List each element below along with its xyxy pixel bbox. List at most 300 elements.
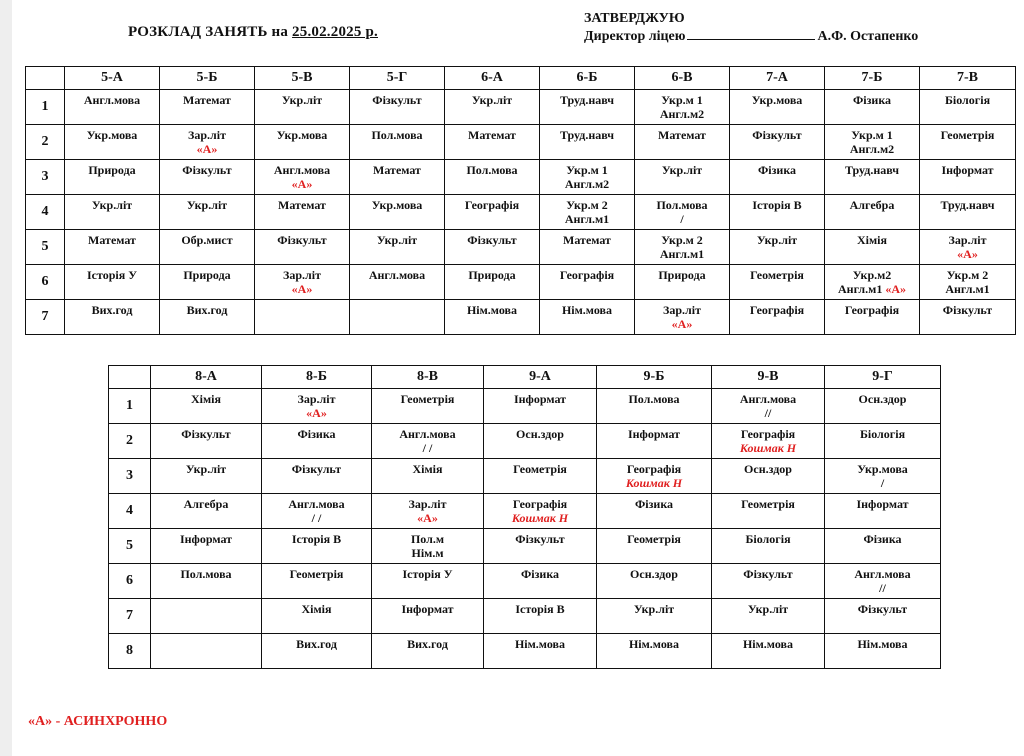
subject-note [920, 282, 1015, 296]
lesson-number: 6 [109, 564, 151, 599]
note-text: // [879, 581, 886, 595]
subject-text: Математ [563, 233, 611, 247]
lesson-cell [350, 265, 445, 300]
subject-text: Фізкульт [372, 93, 422, 107]
lesson-cell [65, 230, 160, 265]
lesson-cell [712, 389, 825, 424]
subject-text: Природа [658, 268, 706, 282]
lesson-cell [597, 634, 712, 669]
lesson-cell [350, 160, 445, 195]
subject-text: Алгебра [183, 497, 229, 511]
subject-text: Географія [559, 268, 615, 282]
lesson-cell [825, 265, 920, 300]
subject-note [825, 282, 919, 296]
note-text: Нім.м [411, 546, 444, 560]
subject-note [635, 247, 729, 261]
lesson-cell [920, 265, 1016, 300]
lesson-cell [445, 160, 540, 195]
lesson-cell [262, 634, 372, 669]
lesson-number: 1 [26, 90, 65, 125]
subject-text: Обр.мист [181, 233, 233, 247]
subject-text: Геометрія [400, 392, 455, 406]
lesson-cell [372, 564, 484, 599]
subject-text: Нім.мова [628, 637, 680, 651]
lesson-cell [540, 195, 635, 230]
async-marker: «А» [885, 282, 906, 296]
note-text: Англ.м1 [564, 212, 610, 226]
lesson-cell [262, 389, 372, 424]
subject-text: Укр.літ [471, 93, 513, 107]
table-row [26, 90, 1016, 125]
subject-text: Осн.здор [858, 392, 907, 406]
lesson-cell [65, 300, 160, 335]
lesson-cell [597, 564, 712, 599]
lesson-cell [160, 160, 255, 195]
approval-block [584, 10, 918, 45]
subject-text: Фізкульт [515, 532, 565, 546]
subject-text: Труд.навч [559, 93, 615, 107]
lesson-cell [372, 494, 484, 529]
lesson-cell [635, 230, 730, 265]
lesson-number: 6 [26, 265, 65, 300]
subject-text: Біологія [745, 532, 791, 546]
subject-text: Англ.мова [288, 497, 345, 511]
subject-note [255, 177, 349, 191]
subject-text: Географія [464, 198, 520, 212]
lesson-number: 2 [109, 424, 151, 459]
note-text: Кошмак Н [511, 511, 569, 525]
note-text: Кошмак Н [625, 476, 683, 490]
approve-name: А.Ф. Остапенко [817, 29, 919, 44]
lesson-cell [597, 529, 712, 564]
subject-text: Інформат [179, 532, 233, 546]
note-text: Кошмак Н [739, 441, 797, 455]
subject-text: Математ [88, 233, 136, 247]
subject-text: Історія В [752, 198, 802, 212]
subject-text: Укр.мова [751, 93, 803, 107]
lesson-cell [160, 265, 255, 300]
class-header: 9-В [712, 366, 825, 389]
subject-text: Алгебра [849, 198, 895, 212]
subject-text: Фізкульт [277, 233, 327, 247]
subject-text: Вих.год [296, 637, 337, 651]
class-header: 7-А [730, 67, 825, 90]
lesson-cell [445, 195, 540, 230]
subject-text: Інформат [627, 427, 681, 441]
class-header: 9-А [484, 366, 597, 389]
subject-text: Хімія [412, 462, 443, 476]
lesson-cell [730, 90, 825, 125]
lesson-cell [160, 195, 255, 230]
lesson-cell [151, 459, 262, 494]
note-text: Англ.м2 [659, 107, 705, 121]
subject-text: Укр.літ [756, 233, 798, 247]
subject-text: Зар.літ [948, 233, 987, 247]
subject-text: Історія В [291, 532, 342, 546]
lesson-cell [151, 564, 262, 599]
lesson-cell [825, 599, 941, 634]
subject-note [540, 212, 634, 226]
lesson-cell [372, 529, 484, 564]
lesson-cell [597, 494, 712, 529]
lesson-cell [597, 389, 712, 424]
lesson-cell [730, 230, 825, 265]
lesson-cell [372, 389, 484, 424]
note-text: // [764, 406, 772, 420]
lesson-cell [597, 459, 712, 494]
subject-text: Укр.літ [185, 462, 227, 476]
lesson-cell [920, 230, 1016, 265]
class-header: 7-В [920, 67, 1016, 90]
lesson-cell [920, 300, 1016, 335]
subject-text: Хімія [301, 602, 332, 616]
subject-text: Укр.літ [376, 233, 418, 247]
subject-text: Укр.м 1 [661, 93, 703, 107]
subject-text: Фізкульт [467, 233, 517, 247]
lesson-number: 8 [109, 634, 151, 669]
subject-text: Фізика [634, 497, 674, 511]
lesson-cell [160, 230, 255, 265]
subject-text: Вих.год [186, 303, 228, 317]
subject-text: Хімія [857, 233, 887, 247]
lesson-cell [255, 265, 350, 300]
subject-text: Географія [740, 427, 796, 441]
class-header: 6-Б [540, 67, 635, 90]
subject-text: Історія У [402, 567, 453, 581]
class-header: 5-А [65, 67, 160, 90]
schedule-table-grades-8-9 [108, 365, 941, 669]
note-text: «А» [957, 247, 978, 261]
lesson-cell [540, 125, 635, 160]
lesson-cell [262, 599, 372, 634]
lesson-cell [255, 230, 350, 265]
subject-text: Вих.год [91, 303, 133, 317]
subject-text: Фізика [757, 163, 797, 177]
lesson-cell [825, 160, 920, 195]
lesson-cell [825, 494, 941, 529]
subject-text: Труд.навч [844, 163, 900, 177]
lesson-cell [151, 634, 262, 669]
table-row [109, 529, 941, 564]
subject-text: Геометрія [627, 532, 681, 546]
class-header: 7-Б [825, 67, 920, 90]
lesson-cell [825, 634, 941, 669]
note-text: / [680, 212, 684, 226]
subject-text: Фізкульт [752, 128, 802, 142]
subject-text: Біологія [944, 93, 991, 107]
lesson-cell [920, 160, 1016, 195]
subject-text: Зар.літ [297, 392, 336, 406]
lesson-cell [151, 494, 262, 529]
lesson-cell [635, 265, 730, 300]
lesson-number: 5 [26, 230, 65, 265]
note-text: «А» [291, 177, 313, 191]
lesson-cell [635, 300, 730, 335]
lesson-cell [484, 389, 597, 424]
lesson-cell [151, 389, 262, 424]
lesson-cell [540, 300, 635, 335]
subject-text: Зар.літ [663, 303, 701, 317]
table-row [109, 494, 941, 529]
table-row [109, 564, 941, 599]
subject-note [255, 282, 349, 296]
subject-text: Укр.літ [186, 198, 228, 212]
lesson-cell [484, 459, 597, 494]
subject-text: Пол.мова [466, 163, 518, 177]
note-text: / / [422, 441, 433, 455]
lesson-cell [65, 160, 160, 195]
lesson-cell [262, 494, 372, 529]
lesson-cell [255, 125, 350, 160]
schedule-title [128, 24, 378, 41]
lesson-cell [825, 389, 941, 424]
lesson-cell [350, 195, 445, 230]
subject-text: Інформат [941, 163, 994, 177]
subject-text: Укр.м 2 [566, 198, 608, 212]
subject-text: Пол.м [410, 532, 445, 546]
subject-text: Осн.здор [744, 462, 792, 476]
subject-text: Біологія [859, 427, 906, 441]
subject-text: Нім.мова [857, 637, 908, 651]
subject-text: Фізкульт [857, 602, 908, 616]
lesson-cell [540, 160, 635, 195]
subject-text: Пол.мова [656, 198, 708, 212]
lesson-cell [65, 265, 160, 300]
subject-text: Укр.літ [747, 602, 789, 616]
lesson-cell [712, 529, 825, 564]
subject-text: Укр.літ [633, 602, 675, 616]
note-text: «А» [417, 511, 438, 525]
subject-text: Географія [749, 303, 805, 317]
subject-text: Фізкульт [743, 567, 793, 581]
lesson-cell [262, 459, 372, 494]
class-header: 9-Г [825, 366, 941, 389]
subject-note [712, 441, 824, 455]
subject-text: Математ [278, 198, 326, 212]
lesson-cell [825, 300, 920, 335]
lesson-cell [372, 634, 484, 669]
lesson-cell [255, 90, 350, 125]
subject-text: Геометрія [513, 462, 567, 476]
subject-text: Географія [626, 462, 682, 476]
class-header: 8-А [151, 366, 262, 389]
lesson-number: 7 [109, 599, 151, 634]
subject-text: Математ [468, 128, 516, 142]
subject-text: Нім.мова [742, 637, 794, 651]
subject-text: Інформат [856, 497, 909, 511]
subject-text: Пол.мова [371, 128, 423, 142]
lesson-cell [825, 230, 920, 265]
lesson-cell [65, 125, 160, 160]
subject-note [372, 441, 483, 455]
subject-text: Англ.мова [739, 392, 797, 406]
subject-text: Вих.год [407, 637, 448, 651]
lesson-cell [255, 300, 350, 335]
subject-text: Укр.літ [661, 163, 703, 177]
subject-text: Фізика [863, 532, 902, 546]
note-text: Англ.м1 [659, 247, 705, 261]
lesson-cell [445, 90, 540, 125]
subject-text: Фізкульт [291, 462, 342, 476]
subject-text: Осн.здор [630, 567, 678, 581]
class-header: 8-В [372, 366, 484, 389]
lesson-cell [635, 90, 730, 125]
lesson-cell [151, 599, 262, 634]
class-header: 5-В [255, 67, 350, 90]
signature-line [687, 27, 815, 40]
subject-text: Природа [88, 163, 136, 177]
subject-note [825, 142, 919, 156]
subject-text: Зар.літ [188, 128, 226, 142]
subject-text [151, 599, 261, 602]
table-row [109, 424, 941, 459]
lesson-cell [484, 424, 597, 459]
subject-text: Англ.мова [368, 268, 426, 282]
lesson-number: 2 [26, 125, 65, 160]
subject-text: Математ [658, 128, 706, 142]
class-header: 5-Б [160, 67, 255, 90]
lesson-cell [151, 529, 262, 564]
table-header-row [109, 366, 941, 389]
lesson-cell [160, 90, 255, 125]
subject-text: Укр.м 1 [566, 163, 608, 177]
subject-text: Англ.мова [399, 427, 456, 441]
note-text: «А» [291, 282, 313, 296]
lesson-cell [825, 424, 941, 459]
subject-text: Укр.мова [857, 462, 908, 476]
lesson-number: 4 [109, 494, 151, 529]
subject-note [597, 476, 711, 490]
lesson-cell [445, 300, 540, 335]
subject-text: Історія У [86, 268, 138, 282]
lesson-cell [712, 634, 825, 669]
subject-text: Нім.мова [561, 303, 613, 317]
subject-note [825, 476, 940, 490]
note-text: / / [311, 511, 322, 525]
lesson-cell [730, 195, 825, 230]
subject-text: Зар.літ [283, 268, 321, 282]
subject-text: Укр.м 2 [946, 268, 989, 282]
subject-text: Географія [844, 303, 900, 317]
lesson-cell [635, 125, 730, 160]
class-header: 6-В [635, 67, 730, 90]
subject-text [255, 300, 349, 303]
lesson-cell [635, 160, 730, 195]
table-row [26, 160, 1016, 195]
lesson-cell [350, 300, 445, 335]
lesson-cell [372, 599, 484, 634]
subject-note [825, 581, 940, 595]
lesson-number: 3 [109, 459, 151, 494]
lesson-cell [540, 265, 635, 300]
corner-cell [109, 366, 151, 389]
subject-text [350, 300, 444, 303]
lesson-cell [712, 424, 825, 459]
table-row [26, 195, 1016, 230]
class-header: 6-А [445, 67, 540, 90]
note-text: / [880, 476, 885, 490]
lesson-cell [540, 230, 635, 265]
subject-text: Осн.здор [516, 427, 564, 441]
subject-text: Природа [183, 268, 231, 282]
note-text: «А» [671, 317, 693, 331]
lesson-cell [151, 424, 262, 459]
lesson-cell [372, 459, 484, 494]
note-text: Англ.м2 [564, 177, 610, 191]
subject-text: Інформат [513, 392, 567, 406]
lesson-cell [65, 195, 160, 230]
subject-text: Природа [468, 268, 516, 282]
subject-note [372, 546, 483, 560]
subject-note [484, 511, 596, 525]
subject-text: Нім.мова [514, 637, 566, 651]
table-row [26, 125, 1016, 160]
lesson-cell [825, 529, 941, 564]
lesson-cell [540, 90, 635, 125]
subject-note [540, 177, 634, 191]
lesson-cell [712, 564, 825, 599]
note-text: «А» [306, 406, 327, 420]
approve-line [584, 27, 918, 45]
lesson-number: 3 [26, 160, 65, 195]
lesson-number: 4 [26, 195, 65, 230]
subject-text: Історія В [515, 602, 565, 616]
subject-text: Фізика [852, 93, 892, 107]
subject-text: Укр.мова [86, 128, 138, 142]
note-text: «А» [196, 142, 218, 156]
lesson-cell [730, 265, 825, 300]
subject-text: Укр.мова [276, 128, 328, 142]
subject-text: Хімія [191, 392, 221, 406]
subject-text: Геометрія [750, 268, 804, 282]
subject-text: Геометрія [741, 497, 795, 511]
corner-cell [26, 67, 65, 90]
legend-note: «А» - АСИНХРОННО [28, 714, 168, 729]
class-header: 8-Б [262, 366, 372, 389]
left-margin-strip [0, 0, 12, 756]
subject-note [635, 317, 729, 331]
table-row [109, 599, 941, 634]
subject-note [160, 142, 254, 156]
lesson-cell [635, 195, 730, 230]
schedule-table-grades-5-7 [25, 66, 1016, 335]
lesson-cell [160, 125, 255, 160]
lesson-cell [730, 160, 825, 195]
subject-note [372, 511, 483, 525]
lesson-cell [484, 599, 597, 634]
approve-word: ЗАТВЕРДЖУЮ [584, 11, 685, 26]
table-row [109, 459, 941, 494]
lesson-cell [350, 125, 445, 160]
lesson-cell [712, 459, 825, 494]
approve-role: Директор ліцею [584, 29, 686, 44]
lesson-cell [712, 599, 825, 634]
lesson-cell [445, 230, 540, 265]
subject-text: Геометрія [289, 567, 344, 581]
lesson-number: 5 [109, 529, 151, 564]
lesson-cell [825, 564, 941, 599]
lesson-number: 7 [26, 300, 65, 335]
table-row [109, 634, 941, 669]
lesson-cell [255, 160, 350, 195]
lesson-cell [825, 195, 920, 230]
subject-text: Англ.мова [854, 567, 911, 581]
table-row [26, 230, 1016, 265]
lesson-cell [825, 459, 941, 494]
note-text: Англ.м2 [849, 142, 895, 156]
subject-text [151, 634, 261, 637]
subject-text: Труд.навч [559, 128, 615, 142]
